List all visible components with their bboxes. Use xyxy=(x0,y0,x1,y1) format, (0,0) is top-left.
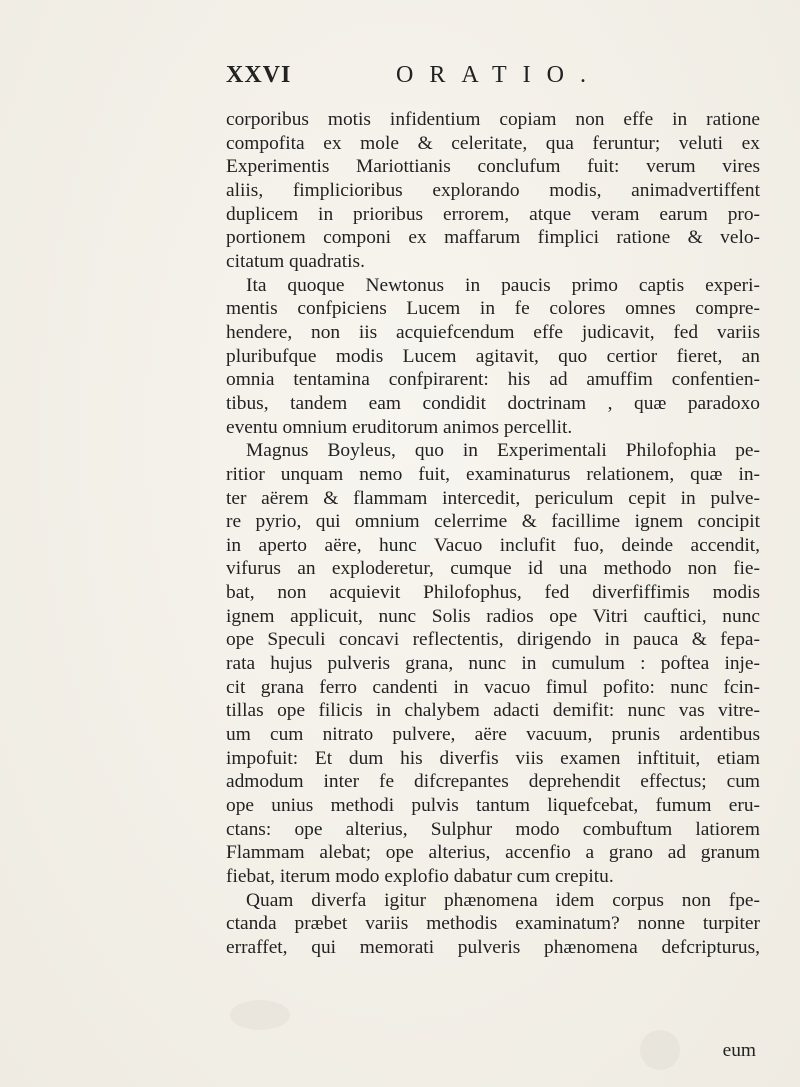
text-line: ctans: ope alterius, Sulphur modo combuftum latiorem xyxy=(226,818,760,840)
text-line: in aperto aëre, hunc Vacuo inclufit fuo, deinde accendit, xyxy=(226,534,760,556)
paper-stain xyxy=(230,1000,290,1030)
text-line: citatum quadratis. xyxy=(226,250,365,272)
text-line: vifurus an exploderetur, cumque id una methodo non fie- xyxy=(226,558,760,580)
text-line: Flammam alebat; ope alterius, accenfio a grano ad granum xyxy=(226,842,760,864)
text-line: Experimentis Mariottianis conclufum fuit: verum vires xyxy=(226,156,760,178)
text-line: eventu omnium eruditorum animos percellit. xyxy=(226,416,573,438)
text-line: fiebat, iterum modo explofio dabatur cum crepitu. xyxy=(226,866,614,887)
text-line: re pyrio, qui omnium celerrime & facillime ignem concipit xyxy=(226,511,760,533)
paragraph xyxy=(226,108,760,274)
text-line: Quam diverfa igitur phænomena idem corpus non fpe- xyxy=(246,889,760,911)
paragraph xyxy=(226,439,760,888)
text-line: cit grana ferro candenti in vacuo fimul pofito: nunc fcin- xyxy=(226,676,760,698)
text-line: Ita quoque Newtonus in paucis primo captis experi- xyxy=(246,274,760,296)
text-line: tibus, tandem eam condidit doctrinam , quæ paradoxo xyxy=(226,392,760,414)
running-head xyxy=(226,62,756,96)
body-text xyxy=(226,108,760,960)
text-line: Magnus Boyleus, quo in Experimentali Philofophia pe- xyxy=(246,440,760,462)
text-line: mentis confpiciens Lucem in fe colores omnes compre- xyxy=(226,298,760,320)
text-line: ope Speculi concavi reflectentis, dirigendo in pauca & fepa- xyxy=(226,629,760,651)
text-line: aliis, fimplicioribus explorando modis, animadvertiffent xyxy=(226,179,760,201)
text-line: um cum nitrato pulvere, aëre vacuum, prunis ardentibus xyxy=(226,724,760,746)
running-title: ORATIO. xyxy=(396,62,602,88)
text-line: hendere, non iis acquiefcendum effe judicavit, fed variis xyxy=(226,321,760,343)
text-line: ritior unquam nemo fuit, examinaturus relationem, quæ in- xyxy=(226,463,760,485)
paragraph xyxy=(226,274,760,440)
text-line: erraffet, qui memorati pulveris phænomena defcripturus, xyxy=(226,936,760,958)
text-line: ope unius methodi pulvis tantum liquefcebat, fumum eru- xyxy=(226,795,760,817)
catchword: eum xyxy=(722,1040,756,1061)
text-line: ctanda præbet variis methodis examinatum? nonne turpiter xyxy=(226,913,760,935)
text-line: ter aërem & flammam intercedit, periculum cepit in pulve- xyxy=(226,487,760,509)
text-line: omnia tentamina confpirarent: his ad amuffim confentien- xyxy=(226,369,760,391)
text-line: duplicem in prioribus errorem, atque veram earum pro- xyxy=(226,203,760,225)
text-line: ignem applicuit, nunc Solis radios ope Vitri cauftici, nunc xyxy=(226,605,760,627)
page-number: XXVI xyxy=(226,62,292,88)
text-line: tillas ope filicis in chalybem adacti demifit: nunc vas vitre- xyxy=(226,700,760,722)
text-line: corporibus motis infidentium copiam non effe in ratione xyxy=(226,109,760,130)
paragraph xyxy=(226,889,760,960)
paper-stain xyxy=(640,1030,680,1070)
text-line: impofuit: Et dum his diverfis viis examen inftituit, etiam xyxy=(226,747,760,769)
text-line: pluribufque modis Lucem agitavit, quo certior fieret, an xyxy=(226,345,760,367)
text-line: compofita ex mole & celeritate, qua feruntur; veluti ex xyxy=(226,132,760,154)
text-line: rata hujus pulveris grana, nunc in cumulum : poftea inje- xyxy=(226,653,760,675)
text-line: admodum inter fe difcrepantes deprehendit effectus; cum xyxy=(226,771,760,793)
text-line: portionem componi ex maffarum fimplici ratione & velo- xyxy=(226,227,760,249)
text-line: bat, non acquievit Philofophus, fed diverfiffimis modis xyxy=(226,582,760,604)
